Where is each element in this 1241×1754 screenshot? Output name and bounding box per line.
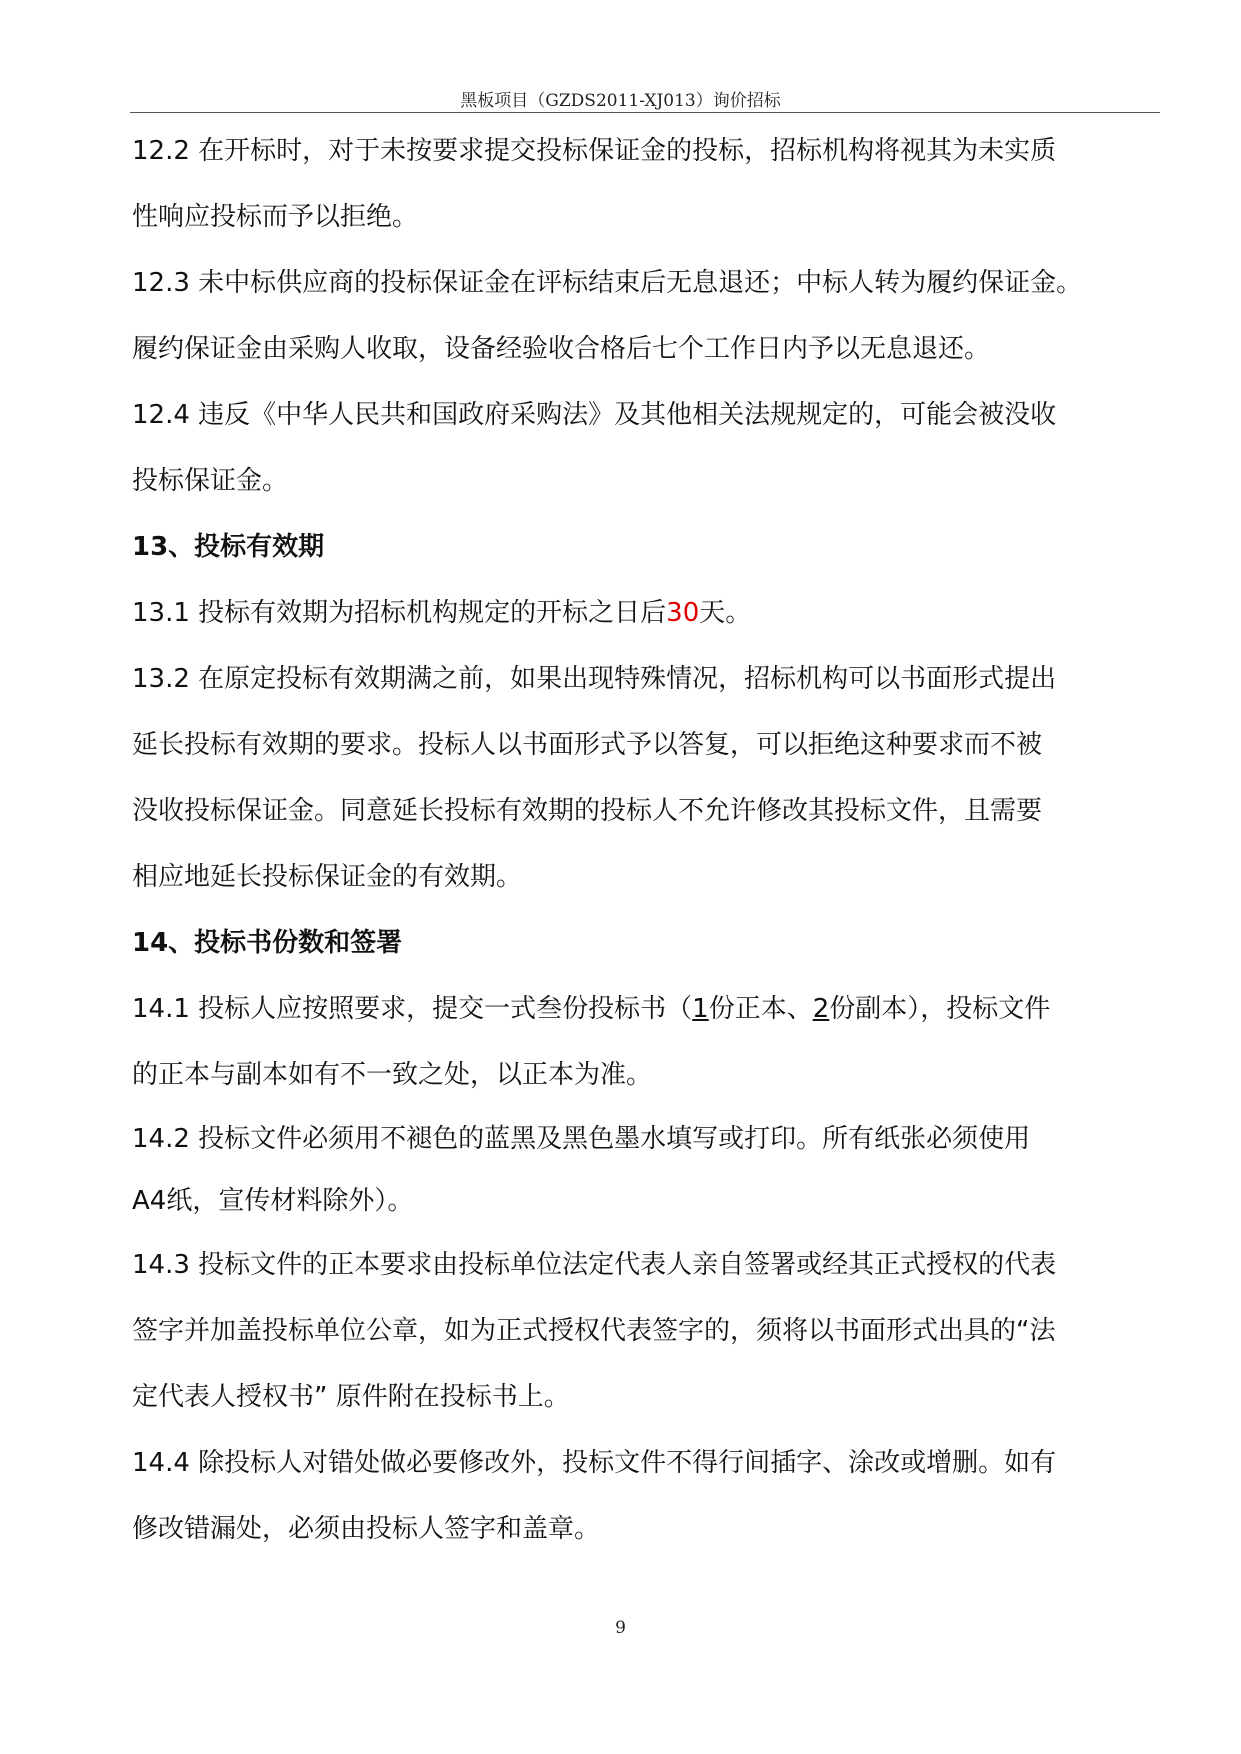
paragraph-line: 的正本与副本如有不一致之处，以正本为准。 <box>132 1060 653 1090</box>
paragraph-line: 14.2 投标文件必须用不褪色的蓝黑及黑色墨水填写或打印。所有纸张必须使用 <box>132 1124 1031 1154</box>
original-count: 1 <box>692 994 709 1024</box>
paragraph-line: 没收投标保证金。同意延长投标有效期的投标人不允许修改其投标文件，且需要 <box>132 796 1043 826</box>
document-body <box>132 118 1162 1562</box>
clause-13-1-text: 13.1 投标有效期为招标机构规定的开标之日后 <box>132 598 667 628</box>
paragraph-line: 相应地延长投标保证金的有效期。 <box>132 862 523 892</box>
paragraph-line: 定代表人授权书” 原件附在投标书上。 <box>132 1382 570 1412</box>
section-heading-14: 14、投标书份数和签署 <box>132 928 403 958</box>
paragraph-line: 14.4 除投标人对错处做必要修改外，投标文件不得行间插字、涂改或增删。如有 <box>132 1448 1057 1478</box>
clause-14-1-text: 14.1 投标人应按照要求，提交一式叁份投标书（ <box>132 994 693 1024</box>
paragraph-line: 12.3 未中标供应商的投标保证金在评标结束后无息退还；中标人转为履约保证金。 <box>132 268 1083 298</box>
paragraph-line: 签字并加盖投标单位公章，如为正式授权代表签字的，须将以书面形式出具的“法 <box>132 1316 1056 1346</box>
paragraph-line <box>132 976 1162 1042</box>
paragraph-line: 投标保证金。 <box>132 466 289 496</box>
paragraph-line: 12.2 在开标时，对于未按要求提交投标保证金的投标，招标机构将视其为未实质 <box>132 136 1057 166</box>
clause-13-1-suffix: 天。 <box>699 598 752 628</box>
section-heading-13: 13、投标有效期 <box>132 532 325 562</box>
header-divider <box>130 112 1160 113</box>
validity-days-value: 30 <box>666 598 700 628</box>
page-number: 9 <box>615 1618 626 1638</box>
paragraph-line: 13.2 在原定投标有效期满之前，如果出现特殊情况，招标机构可以书面形式提出 <box>132 664 1057 694</box>
clause-14-1-mid: 份正本、 <box>708 994 813 1024</box>
page-header: 黑板项目（GZDS2011-XJ013）询价招标 <box>460 91 781 111</box>
paragraph-line: 履约保证金由采购人收取，设备经验收合格后七个工作日内予以无息退还。 <box>132 334 991 364</box>
paragraph-line: 性响应投标而予以拒绝。 <box>132 202 419 232</box>
paragraph-line <box>132 580 1162 646</box>
paragraph-line: 14.3 投标文件的正本要求由投标单位法定代表人亲自签署或经其正式授权的代表 <box>132 1250 1057 1280</box>
clause-14-1-end: 份副本），投标文件 <box>829 994 1051 1024</box>
paragraph-line: A4纸，宣传材料除外）。 <box>132 1186 414 1216</box>
paragraph-line: 12.4 违反《中华人民共和国政府采购法》及其他相关法规规定的，可能会被没收 <box>132 400 1057 430</box>
paragraph-line: 延长投标有效期的要求。投标人以书面形式予以答复，可以拒绝这种要求而不被 <box>132 730 1043 760</box>
paragraph-line: 修改错漏处，必须由投标人签字和盖章。 <box>132 1514 601 1544</box>
copy-count: 2 <box>812 994 830 1024</box>
